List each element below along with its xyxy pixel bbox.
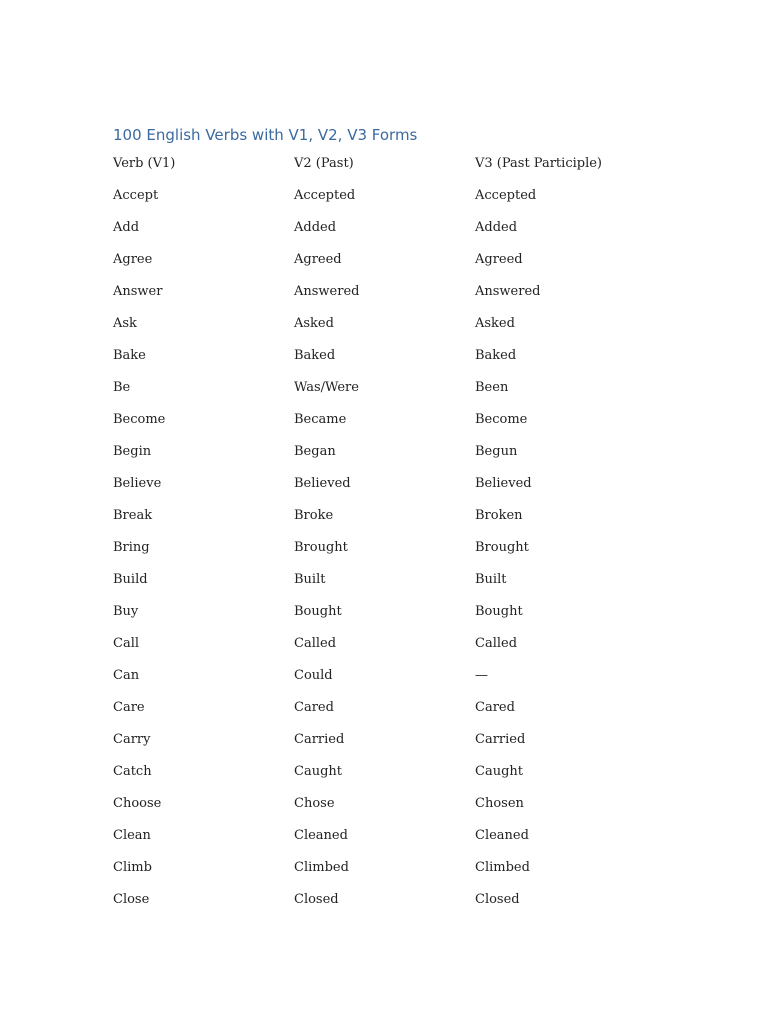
verb-v2: Believed xyxy=(294,476,351,491)
verb-v2: Carried xyxy=(294,732,345,747)
verb-v1: Be xyxy=(113,380,131,395)
verb-v3: Bought xyxy=(475,604,523,619)
verb-v3: Closed xyxy=(475,892,520,907)
verb-v3: Begun xyxy=(475,444,518,459)
verb-v2: Could xyxy=(294,668,333,683)
verb-v1: Believe xyxy=(113,476,162,491)
verb-v3: Carried xyxy=(475,732,526,747)
table-row xyxy=(113,468,673,500)
table-row xyxy=(113,756,673,788)
verb-v2: Caught xyxy=(294,764,342,779)
verb-v1: Bake xyxy=(113,348,146,363)
table-row xyxy=(113,500,673,532)
verb-v1: Care xyxy=(113,700,145,715)
table-row xyxy=(113,212,673,244)
table-row xyxy=(113,564,673,596)
verb-v3: Become xyxy=(475,412,528,427)
verb-table xyxy=(113,148,673,916)
table-row xyxy=(113,372,673,404)
verb-v1: Build xyxy=(113,572,148,587)
table-row xyxy=(113,820,673,852)
table-row xyxy=(113,852,673,884)
table-header-row xyxy=(113,148,673,180)
column-header-v1: Verb (V1) xyxy=(113,156,176,171)
verb-v2: Cleaned xyxy=(294,828,348,843)
verb-v3: Broken xyxy=(475,508,523,523)
verb-v3: Chosen xyxy=(475,796,524,811)
verb-v2: Cared xyxy=(294,700,334,715)
column-header-v3: V3 (Past Participle) xyxy=(475,156,602,171)
verb-v3: — xyxy=(475,668,488,683)
table-row xyxy=(113,180,673,212)
table-row xyxy=(113,884,673,916)
verb-v3: Brought xyxy=(475,540,529,555)
table-row xyxy=(113,596,673,628)
verb-v3: Answered xyxy=(475,284,541,299)
table-row xyxy=(113,308,673,340)
verb-v1: Carry xyxy=(113,732,151,747)
table-row xyxy=(113,244,673,276)
verb-v3: Climbed xyxy=(475,860,530,875)
verb-v2: Called xyxy=(294,636,337,651)
verb-v3: Cleaned xyxy=(475,828,529,843)
verb-v2: Became xyxy=(294,412,347,427)
verb-v1: Become xyxy=(113,412,166,427)
verb-v1: Agree xyxy=(113,252,153,267)
verb-v3: Been xyxy=(475,380,509,395)
column-header-v2: V2 (Past) xyxy=(294,156,354,171)
table-row xyxy=(113,692,673,724)
verb-v2: Added xyxy=(294,220,337,235)
verb-v2: Chose xyxy=(294,796,335,811)
table-row xyxy=(113,340,673,372)
verb-v2: Climbed xyxy=(294,860,349,875)
verb-v3: Believed xyxy=(475,476,532,491)
table-row xyxy=(113,404,673,436)
verb-v1: Clean xyxy=(113,828,151,843)
verb-v2: Bought xyxy=(294,604,342,619)
verb-v1: Can xyxy=(113,668,140,683)
table-row xyxy=(113,724,673,756)
verb-v1: Add xyxy=(113,220,140,235)
verb-v2: Answered xyxy=(294,284,360,299)
verb-v3: Built xyxy=(475,572,507,587)
verb-v2: Began xyxy=(294,444,336,459)
table-row xyxy=(113,628,673,660)
verb-v1: Accept xyxy=(113,188,159,203)
verb-v1: Answer xyxy=(113,284,163,299)
verb-v2: Broke xyxy=(294,508,334,523)
table-row xyxy=(113,276,673,308)
verb-v2: Baked xyxy=(294,348,336,363)
verb-v1: Begin xyxy=(113,444,152,459)
verb-v1: Break xyxy=(113,508,153,523)
verb-v3: Agreed xyxy=(475,252,523,267)
verb-v2: Asked xyxy=(294,316,334,331)
verb-v1: Close xyxy=(113,892,150,907)
verb-v1: Bring xyxy=(113,540,150,555)
verb-v3: Caught xyxy=(475,764,523,779)
verb-v3: Accepted xyxy=(475,188,537,203)
verb-v1: Choose xyxy=(113,796,162,811)
verb-v3: Baked xyxy=(475,348,517,363)
table-row xyxy=(113,660,673,692)
verb-v2: Was/Were xyxy=(294,380,359,395)
verb-v1: Catch xyxy=(113,764,152,779)
verb-v2: Accepted xyxy=(294,188,356,203)
table-row xyxy=(113,436,673,468)
document-title: 100 English Verbs with V1, V2, V3 Forms xyxy=(113,126,418,144)
verb-v1: Buy xyxy=(113,604,139,619)
verb-v3: Cared xyxy=(475,700,515,715)
table-row xyxy=(113,532,673,564)
verb-v3: Asked xyxy=(475,316,515,331)
verb-v2: Agreed xyxy=(294,252,342,267)
verb-v1: Ask xyxy=(113,316,137,331)
table-row xyxy=(113,788,673,820)
verb-v2: Built xyxy=(294,572,326,587)
verb-v1: Call xyxy=(113,636,140,651)
verb-v2: Closed xyxy=(294,892,339,907)
verb-v1: Climb xyxy=(113,860,152,875)
verb-v2: Brought xyxy=(294,540,348,555)
verb-v3: Called xyxy=(475,636,518,651)
verb-v3: Added xyxy=(475,220,518,235)
